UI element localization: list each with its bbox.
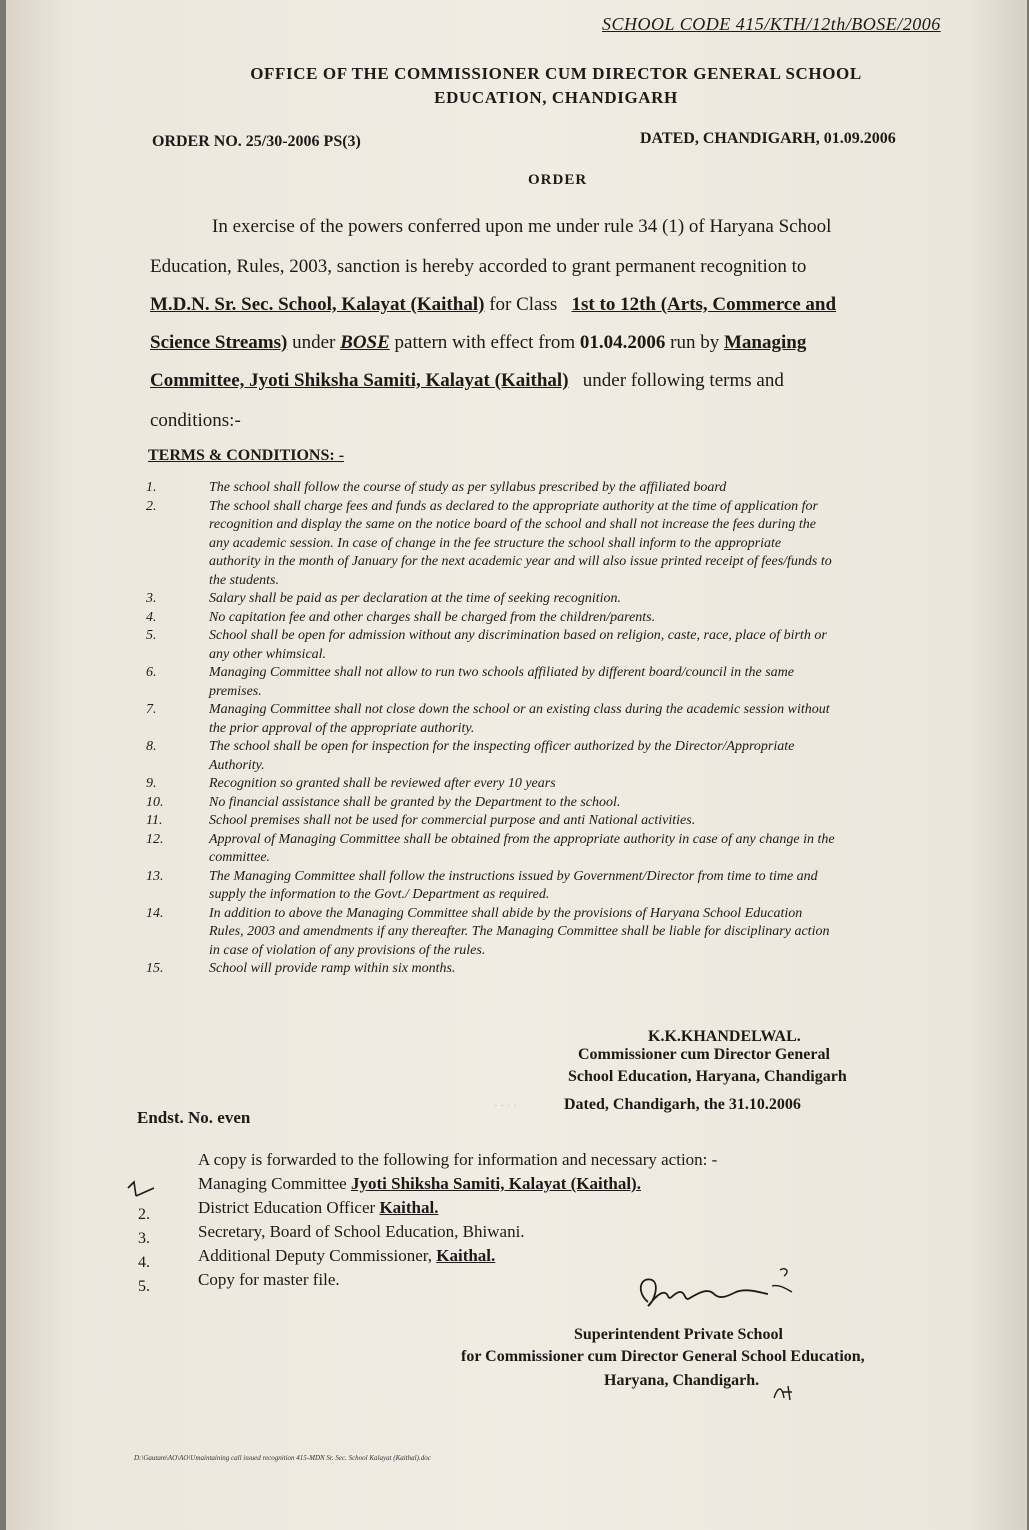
term-number: 4. [146,609,157,625]
term-text-line: Managing Committee shall not close down the school or an existing class during the academic session without [209,702,830,717]
term-text-line: in case of violation of any provisions of the rules. [209,942,486,958]
term-text-line: School premises shall not be used for commercial purpose and anti National activities. [209,813,696,828]
term-text-line: the prior approval of the appropriate authority. [209,720,475,736]
term-number: 2. [146,498,157,514]
copy-item-number: 2. [138,1206,150,1223]
term-text-line: Recognition so granted shall be reviewed after every 10 years [209,776,556,791]
school-name: M.D.N. Sr. Sec. School, Kalayat (Kaithal) [150,294,485,315]
signature-date: Dated, Chandigarh, the 31.10.2006 [564,1096,801,1113]
document-page [6,0,1027,1530]
pattern-text: pattern with effect from [394,332,576,353]
term-number: 9. [146,776,157,791]
copy-item [198,1270,340,1290]
copy-item-number: 5. [138,1278,150,1295]
term-text-line: committee. [209,850,271,865]
copy-item-highlight: Jyoti Shiksha Samiti, Kalayat (Kaithal). [350,1174,641,1193]
term-number: 6. [146,665,157,680]
term-text-line: any other whimsical. [209,646,327,662]
tick-mark-icon [124,1178,160,1200]
term-text-line: Rules, 2003 and amendments if any thereafter. The Managing Committee shall be liable for disciplinary action [209,924,830,939]
signatory-name: K.K.KHANDELWAL. [648,1028,801,1045]
signatory-title-1: Commissioner cum Director General [578,1046,830,1063]
term-text-line: Authority. [209,757,265,773]
term-text-line: Managing Committee shall not allow to run two schools affiliated by different board/council in the same [209,665,794,680]
superintendent-title-2: for Commissioner cum Director General School Education, [461,1348,865,1365]
school-code: SCHOOL CODE 415/KTH/12th/BOSE/2006 [602,14,941,34]
for-class-text: for Class [489,294,558,315]
term-number: 14. [146,905,164,921]
managing-text: Managing [723,332,807,353]
term-number: 11. [146,813,163,828]
body-line-2: Education, Rules, 2003, sanction is hereby accorded to grant permanent recognition to [150,256,807,277]
committee-name: Committee, Jyoti Shiksha Samiti, Kalayat (Kaithal) [150,370,569,391]
body-line-3 [150,294,836,316]
faint-stamp: · · · · [494,1100,517,1112]
body-line-1: In exercise of the powers conferred upon me under rule 34 (1) of Haryana School [212,216,832,237]
copy-item-highlight: Kaithal. [436,1246,496,1265]
term-text-line: the students. [209,572,279,588]
term-text-line: Approval of Managing Committee shall be obtained from the appropriate authority in case of any change in the [209,831,835,847]
file-path-footer: D:\Gautam\AO\AO\Umaintaining call issued recognition 415-MDN Sr. Sec. School Kalayat (Kaithal).doc [134,1454,431,1462]
term-text-line: recognition and display the same on the notice board of the school and shall not increase the fees during the [209,517,816,532]
term-number: 1. [146,480,157,495]
order-number: ORDER NO. 25/30-2006 PS(3) [152,133,361,150]
bose-text: BOSE [340,332,390,353]
streams-text: Science Streams) [150,332,288,353]
signatory-title-2: School Education, Haryana, Chandigarh [568,1068,847,1085]
term-text-line: School shall be open for admission without any discrimination based on religion, caste, race, place of birth or [209,628,827,643]
term-text-line: any academic session. In case of change in the fee structure the school shall inform to the appropriate [209,535,782,551]
run-by-text: run by [670,332,720,353]
term-text-line: In addition to above the Managing Committee shall abide by the provisions of Haryana School Education [209,905,803,921]
under-text: under [292,332,336,353]
superintendent-title-3: Haryana, Chandigarh. [604,1372,760,1389]
copy-item [198,1222,525,1242]
term-number: 12. [146,831,164,847]
term-text-line: Salary shall be paid as per declaration at the time of seeking recognition. [209,591,622,606]
copy-item [198,1246,495,1266]
office-heading-line2: EDUCATION, CHANDIGARH [434,88,678,107]
superintendent-title: Superintendent Private School [574,1326,783,1343]
term-number: 8. [146,739,157,754]
classes-text: 1st to 12th (Arts, Commerce and [571,294,837,315]
term-number: 15. [146,961,164,976]
terms-heading: TERMS & CONDITIONS: - [148,447,345,464]
body-line-6: conditions:- [150,410,241,431]
endorsement-number: Endst. No. even [137,1108,251,1127]
copy-item [198,1174,641,1194]
term-text-line: School will provide ramp within six months. [209,961,456,976]
term-number: 5. [146,628,157,643]
copy-item-text: Secretary, Board of School Education, Bhiwani. [198,1222,525,1241]
term-text-line: The school shall follow the course of study as per syllabus prescribed by the affiliated board [209,480,727,495]
office-heading [146,62,966,110]
copy-item [198,1198,438,1218]
copy-intro: A copy is forwarded to the following for information and necessary action: - [198,1150,718,1169]
term-text-line: The school shall be open for inspection for the inspecting officer authorized by the Director/Appropriate [209,739,795,754]
term-number: 10. [146,794,164,810]
term-number: 3. [146,591,157,606]
following-text: under following terms and [582,370,784,391]
office-heading-line1: OFFICE OF THE COMMISSIONER CUM DIRECTOR GENERAL SCHOOL [250,64,862,83]
term-text-line: The Managing Committee shall follow the instructions issued by Government/Director from time to time and [209,868,818,884]
copy-item-number: 3. [138,1230,150,1247]
initials-mark-icon [770,1382,800,1404]
order-title: ORDER [528,172,588,188]
term-text-line: No financial assistance shall be granted by the Department to the school. [209,794,621,810]
term-number: 7. [146,702,157,717]
copy-item-text: Managing Committee [198,1174,347,1193]
effect-date: 01.04.2006 [579,332,666,353]
copy-item-text: Additional Deputy Commissioner, [198,1246,432,1265]
term-number: 13. [146,868,164,884]
term-text-line: supply the information to the Govt./ Department as required. [209,887,550,902]
body-line-5 [150,370,784,392]
term-text-line: No capitation fee and other charges shall be charged from the children/parents. [209,609,656,625]
term-text-line: premises. [209,683,262,699]
term-text-line: The school shall charge fees and funds as declared to the appropriate authority at the time of application for [209,498,818,514]
body-line-4 [150,332,806,354]
order-date: DATED, CHANDIGARH, 01.09.2006 [640,130,896,147]
copy-item-highlight: Kaithal. [379,1198,439,1217]
handwritten-signature-icon [630,1262,800,1322]
copy-item-text: District Education Officer [198,1198,376,1217]
copy-item-text: Copy for master file. [198,1270,340,1289]
copy-item-number: 4. [138,1254,150,1271]
term-text-line: authority in the month of January for the next academic year and will also issue printed receipt of fees/funds to [209,554,832,569]
